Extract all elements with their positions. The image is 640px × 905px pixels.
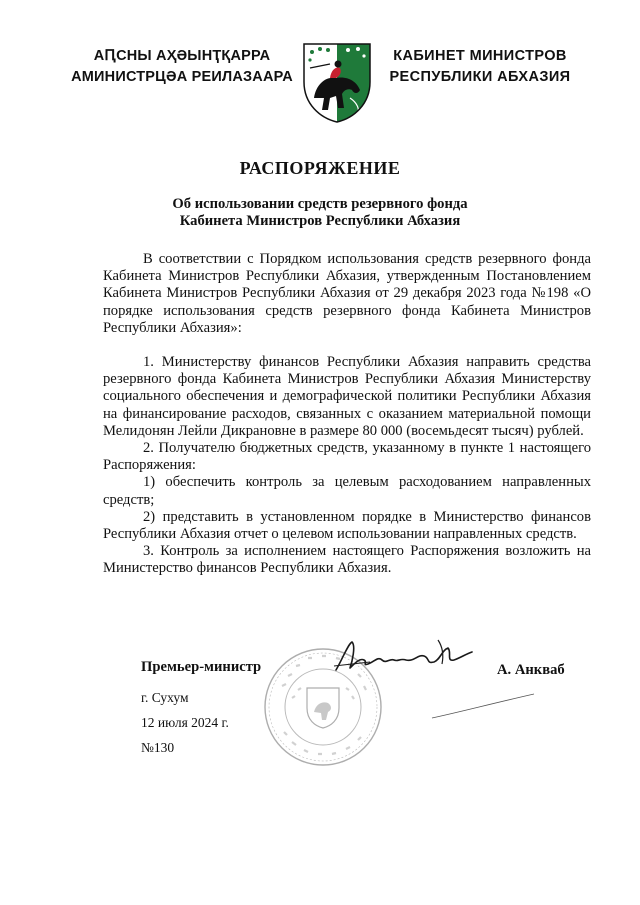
header-right-line-1: КАБИНЕТ МИНИСТРОВ [393, 48, 567, 64]
subject-line-1: Об использовании средств резервного фонда [172, 196, 468, 212]
abkhazia-coat-of-arms-icon [300, 38, 374, 124]
document-body [103, 251, 591, 578]
subitem-2-2-paragraph: 2) представить в установленном порядке в Министерство финансов Республики Абхазия отчет о целевом использовании направленных средств. [103, 508, 591, 543]
document-title: РАСПОРЯЖЕНИЕ [239, 158, 401, 178]
signature-underline-icon [430, 690, 540, 720]
item-1-paragraph: 1. Министерству финансов Республики Абхазия направить средства резервного фонда Кабинета Министров Республики Абхазия Министерству социального обеспечения и демографической политики Республики Абхазия на финансирование расходов, связанных с оказанием материальной помощи Мелидонян Лейли Дикрановне в размере 80 000 (восемьдесят тысяч) рублей. [103, 354, 591, 439]
subitem-2-1-paragraph: 1) обеспечить контроль за целевым расходованием направленных средств; [103, 474, 591, 508]
handwritten-signature-icon [330, 636, 480, 680]
header-right-line-2: РЕСПУБЛИКИ АБХАЗИЯ [389, 69, 571, 85]
header-left-line-1: АԤСНЫ АҲӘЫНҬҚАРРА [93, 48, 271, 64]
signatory-name: А. Анкваб [497, 662, 565, 678]
header-left-line-2: АМИНИСТРЦӘА РЕИЛАЗААРА [71, 69, 293, 85]
preamble-paragraph: В соответствии с Порядком использования средств резервного фонда Кабинета Министров Республики Абхазия, утвержденным Постановлением Кабинета Министров Республики Абхазия от 29 декабря 2023 года №198 «О порядке использования средств резервного фонда Кабинета Министров Республики Абхазия»: [103, 251, 591, 336]
item-2-paragraph: 2. Получателю бюджетных средств, указанному в пункте 1 настоящего Распоряжения: [103, 440, 591, 474]
header-left [62, 46, 302, 88]
document-subject [0, 196, 640, 230]
item-3-paragraph: 3. Контроль за исполнением настоящего Распоряжения возложить на Министерство финансов Республики Абхазия. [103, 543, 591, 577]
document-number: №130 [141, 740, 175, 755]
signatory-position: Премьер-министр [141, 659, 262, 675]
issue-place: г. Сухум [141, 690, 189, 705]
header-right [380, 46, 580, 88]
issue-date: 12 июля 2024 г. [141, 715, 229, 730]
subject-line-2: Кабинета Министров Республики Абхазия [179, 213, 461, 229]
